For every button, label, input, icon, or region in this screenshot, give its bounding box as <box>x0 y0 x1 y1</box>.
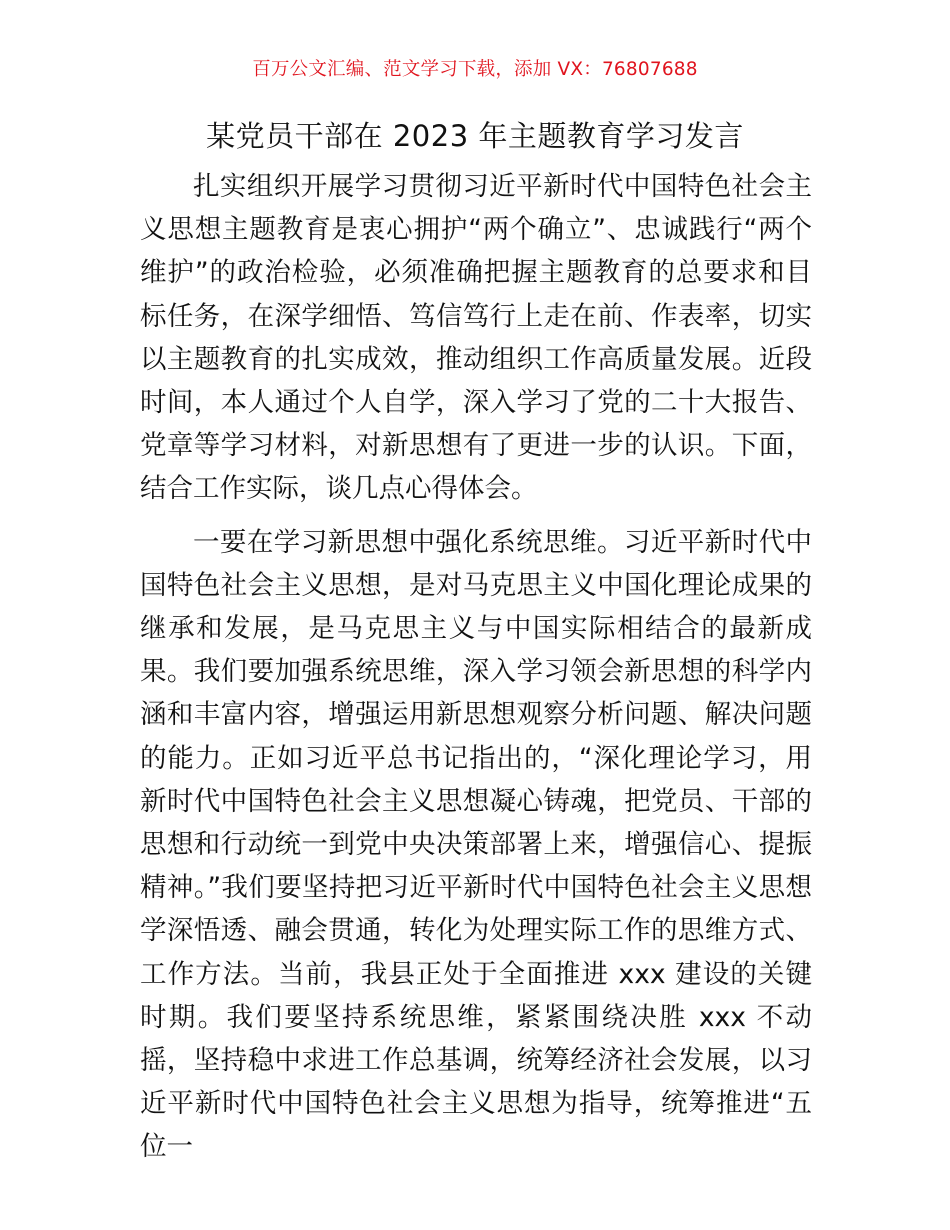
paragraph-intro: 扎实组织开展学习贯彻习近平新时代中国特色社会主义思想主题教育是衷心拥护“两个确立”、忠诚践行“两个维护”的政治检验，必须准确把握主题教育的总要求和目标任务，在深学细悟、笃信笃行上走在前、作表率，切实以主题教育的扎实成效，推动组织工作高质量发展。近段时间，本人通过个人自学，深入学习了党的二十大报告、党章等学习材料，对新思想有了更进一步的认识。下面，结合工作实际，谈几点心得体会。 <box>140 171 812 505</box>
document-body <box>140 165 812 1169</box>
paragraph-point-one: 一要在学习新思想中强化系统思维。习近平新时代中国特色社会主义思想，是对马克思主义中国化理论成果的继承和发展，是马克思主义与中国实际相结合的最新成果。我们要加强系统思维，深入学习领会新思想的科学内涵和丰富内容，增强运用新思想观察分析问题、解决问题的能力。正如习近平总书记指出的，“深化理论学习，用新时代中国特色社会主义思想凝心铸魂，把党员、干部的思想和行动统一到党中央决策部署上来，增强信心、提振精神。”我们要坚持把习近平新时代中国特色社会主义思想学深悟透、融会贯通，转化为处理实际工作的思维方式、工作方法。当前，我县正处于全面推进 xxx 建设的关键时期。我们要坚持系统思维，紧紧围绕决胜 xxx 不动摇，坚持稳中求进工作总基调，统筹经济社会发展，以习近平新时代中国特色社会主义思想为指导，统筹推进“五位一 <box>140 526 812 1163</box>
document-title: 某党员干部在 2023 年主题教育学习发言 <box>206 119 744 153</box>
watermark-header: 百万公文汇编、范文学习下载，添加 VX：76807688 <box>252 59 698 80</box>
